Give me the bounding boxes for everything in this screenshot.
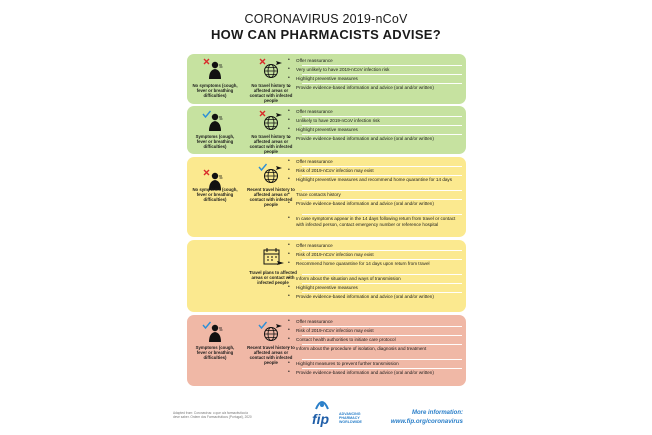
globe-plane-check-icon [257,321,285,343]
section-1 [187,54,466,104]
divider [302,116,462,117]
person-cough-check-icon [201,321,229,343]
divider [302,335,462,336]
travel-caption: No travel history to affected areas or contact with infected people [249,83,293,104]
list-item: • Provide evidence-based information and advice (oral and/or written) [296,294,458,300]
list-item: • Provide evidence-based information and advice (oral and/or written) [296,85,458,91]
globe-plane-cross-icon [257,110,285,132]
symptoms-caption: No symptoms (cough, fever or breathing difficulties) [192,83,238,99]
list-item: • Offer reassurance [296,109,458,115]
section-4 [187,240,466,312]
travel-caption: Recent travel history to affected areas or contact with infected people [247,187,295,208]
symptoms-caption: No symptoms (cough, fever or breathing difficulties) [192,187,238,203]
divider [302,250,462,251]
divider [302,65,462,66]
divider [302,344,462,345]
list-item: • Risk of 2019-nCoV infection may exist [296,168,458,174]
divider [302,190,462,191]
divider [302,166,462,167]
list-item: • Provide evidence-based information and advice (oral and/or written) [296,201,458,207]
list-item: • Inform about the procedure of isolation, diagnosis and treatment [296,346,458,352]
page-title: CORONAVIRUS 2019-nCoV [244,12,408,26]
page-subtitle: HOW CAN PHARMACISTS ADVISE? [210,27,442,42]
list-item: • Highlight preventive measures [296,127,458,133]
list-item: • Offer reassurance [296,58,458,64]
fip-logo-text: fip [312,411,330,427]
list-item: • Risk of 2019-nCoV infection may exist [296,252,458,258]
travel-caption: Recent travel history to affected areas or contact with infected people [247,345,295,366]
travel-caption: No travel history to affected areas or contact with infected people [249,134,293,155]
divider [302,274,462,275]
more-info-link[interactable]: www.fip.org/coronavirus [390,418,463,425]
divider [302,74,462,75]
person-cough-check-icon [201,110,229,132]
divider [302,83,462,84]
list-item: • Offer reassurance [296,319,458,325]
divider [302,368,462,369]
list-item: • Risk of 2019-nCoV infection may exist [296,328,458,334]
divider [302,292,462,293]
divider [302,134,462,135]
list-item: • Provide evidence-based information and advice (oral and/or written) [296,136,458,142]
list-item: • Highlight measures to prevent further transmission [296,361,458,367]
list-item: • Highlight preventive measures [296,76,458,82]
divider [302,199,462,200]
divider [302,259,462,260]
calendar-plane-icon [259,246,287,268]
list-item: • Recommend home quarantine for 14 days upon return from travel [296,261,458,267]
divider [302,125,462,126]
source-note: Adapted from: Coronavirus: o que o/a farmacêutico/a deve saber. Ordem dos Farmacêuticos (Portugal), 2020 [173,411,252,419]
symptoms-caption: Symptoms (cough, fever or breathing difficulties) [195,345,235,361]
list-item: • Highlight preventive measures [296,285,458,291]
section-3 [187,157,466,237]
globe-plane-check-icon [257,163,285,185]
symptoms-caption: Symptoms (cough, fever or breathing difficulties) [195,134,235,150]
divider [302,283,462,284]
list-item: • Offer reassurance [296,243,458,249]
list-item: • Unlikely to have 2019-nCoV infection risk [296,118,458,124]
list-item: • Offer reassurance [296,159,458,165]
list-item: • Provide evidence-based information and advice (oral and/or written) [296,370,458,376]
more-info-label: More information: [412,410,463,416]
fip-logo-subtitle: ADVANCING PHARMACY WORLDWIDE [339,412,362,425]
globe-plane-cross-icon [257,58,285,80]
person-cough-cross-icon [201,58,229,80]
section-5 [187,315,466,386]
plan-caption: Travel plans to affected areas or contact with infected people [249,270,297,286]
divider [302,326,462,327]
list-item: • In case symptoms appear in the 14 days following return from travel or contact with infected person, contact emergency number or reference hospital [296,216,458,227]
list-item: • Trace contacts history [296,192,458,198]
list-item: • Highlight preventive measures and recommend home quarantine for 14 days [296,177,458,183]
list-item: • Inform about the situation and ways of transmission [296,276,458,282]
section-2 [187,106,466,154]
divider [302,175,462,176]
list-item: • Contact health authorities to initiate care protocol [296,337,458,343]
list-item: • Very unlikely to have 2019-nCoV infection risk [296,67,458,73]
divider [302,359,462,360]
divider [302,214,462,215]
